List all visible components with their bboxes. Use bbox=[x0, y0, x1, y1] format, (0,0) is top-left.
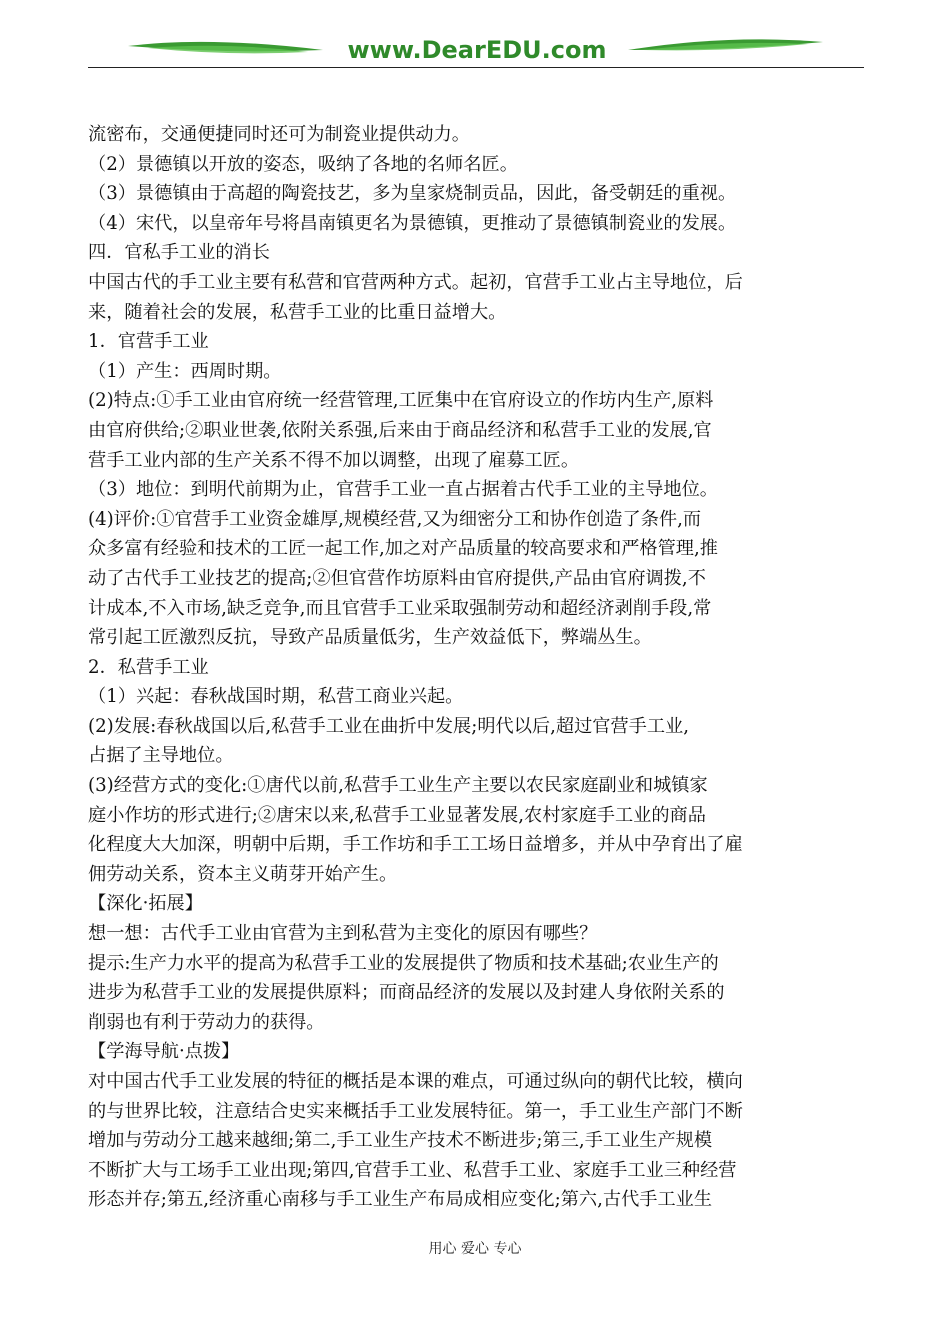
text-line: 常引起工匠激烈反抗，导致产品质量低劣，生产效益低下，弊端丛生。 bbox=[88, 627, 652, 649]
text-line: 流密布，交通便捷同时还可为制瓷业提供动力。 bbox=[88, 124, 470, 145]
text-line: （1）产生：西周时期。 bbox=[88, 360, 282, 382]
text-line: 庭小作坊的形式进行;②唐宋以来,私营手工业显著发展,农村家庭手工业的商品 bbox=[88, 804, 706, 826]
text-line: 由官府供给;②职业世袭,依附关系强,后来由于商品经济和私营手工业的发展,官 bbox=[88, 419, 712, 441]
text-line: 占据了主导地位。 bbox=[88, 745, 234, 767]
text-line: 来，随着社会的发展，私营手工业的比重日益增大。 bbox=[88, 301, 507, 323]
document-body bbox=[88, 120, 864, 1215]
text-line: （4）宋代，以皇帝年号将昌南镇更名为景德镇，更推动了景德镇制瓷业的发展。 bbox=[88, 212, 737, 234]
text-line: 提示:生产力水平的提高为私营手工业的发展提供了物质和技术基础;农业生产的 bbox=[88, 952, 719, 974]
page-footer: 用心 爱心 专心 bbox=[428, 1241, 522, 1257]
text-line: 众多富有经验和技术的工匠一起工作,加之对产品质量的较高要求和严格管理,推 bbox=[88, 538, 718, 560]
text-line: 形态并存;第五,经济重心南移与手工业生产布局成相应变化;第六,古代手工业生 bbox=[88, 1189, 713, 1211]
text-line: 的与世界比较，注意结合史实来概括手工业发展特征。第一，手工业生产部门不断 bbox=[88, 1100, 743, 1122]
subsection-heading: 1．官营手工业 bbox=[88, 331, 209, 353]
text-line: 中国古代的手工业主要有私营和官营两种方式。起初，官营手工业占主导地位，后 bbox=[88, 271, 743, 293]
text-line: （3）景德镇由于高超的陶瓷技艺，多为皇家烧制贡品，因此，备受朝廷的重视。 bbox=[88, 183, 737, 205]
section-label: 【学海导航·点拨】 bbox=[88, 1041, 240, 1063]
section-label: 【深化·拓展】 bbox=[88, 893, 203, 915]
text-line: （3）地位：到明代前期为止，官营手工业一直占据着古代手工业的主导地位。 bbox=[88, 479, 718, 501]
text-line: 化程度大大加深，明朝中后期，手工作坊和手工工场日益增多，并从中孕育出了雇 bbox=[88, 834, 743, 856]
section-heading: 四．官私手工业的消长 bbox=[88, 242, 270, 264]
text-line: 计成本,不入市场,缺乏竞争,而且官营手工业采取强制劳动和超经济剥削手段,常 bbox=[88, 597, 712, 619]
text-line: 动了古代手工业技艺的提高;②但官营作坊原料由官府提供,产品由官府调拨,不 bbox=[88, 567, 706, 589]
header-divider bbox=[88, 67, 864, 68]
text-line: 佣劳动关系，资本主义萌芽开始产生。 bbox=[88, 863, 398, 885]
text-line: 不断扩大与工场手工业出现;第四,官营手工业、私营手工业、家庭手工业三种经营 bbox=[88, 1159, 737, 1181]
text-line: 增加与劳动分工越来越细;第二,手工业生产技术不断进步;第三,手工业生产规模 bbox=[88, 1130, 713, 1152]
text-line: (3)经营方式的变化:①唐代以前,私营手工业生产主要以农民家庭副业和城镇家 bbox=[88, 775, 708, 797]
text-line: (2)发展:春秋战国以后,私营手工业在曲折中发展;明代以后,超过官营手工业, bbox=[88, 715, 689, 737]
text-line: 想一想：古代手工业由官营为主到私营为主变化的原因有哪些？ bbox=[88, 923, 598, 945]
text-line: 削弱也有利于劳动力的获得。 bbox=[88, 1011, 325, 1033]
text-line: （1）兴起：春秋战国时期，私营工商业兴起。 bbox=[88, 686, 464, 708]
text-line: （2）景德镇以开放的姿态，吸纳了各地的名师名匠。 bbox=[88, 153, 518, 175]
text-line: (2)特点:①手工业由官府统一经营管理,工匠集中在官府设立的作坊内生产,原料 bbox=[88, 390, 714, 412]
text-line: (4)评价:①官营手工业资金雄厚,规模经营,又为细密分工和协作创造了条件,而 bbox=[88, 508, 702, 530]
text-line: 进步为私营手工业的发展提供原料；而商品经济的发展以及封建人身依附关系的 bbox=[88, 982, 725, 1004]
site-logo-text: www.DearEDU.com bbox=[347, 36, 607, 64]
text-line: 对中国古代手工业发展的特征的概括是本课的难点，可通过纵向的朝代比较，横向 bbox=[88, 1071, 743, 1092]
text-line: 营手工业内部的生产关系不得不加以调整，出现了雇募工匠。 bbox=[88, 449, 580, 471]
subsection-heading: 2．私营手工业 bbox=[88, 656, 209, 678]
